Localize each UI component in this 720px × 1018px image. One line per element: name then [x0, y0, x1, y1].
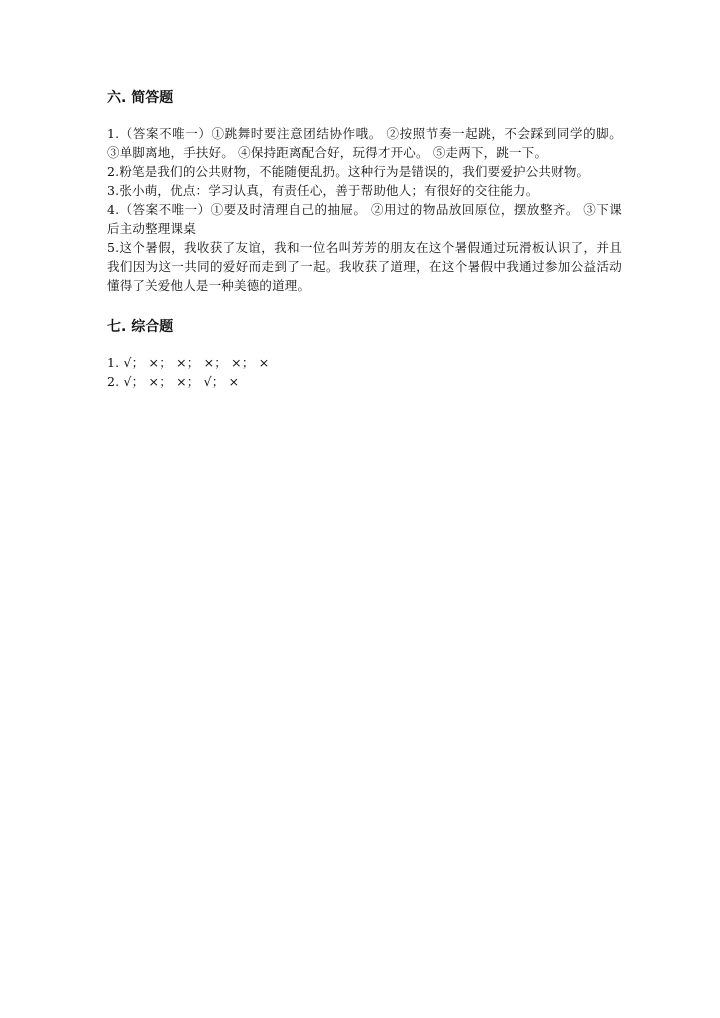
answer-item-4: 4.（答案不唯一）①要及时清理自己的抽屉。 ②用过的物品放回原位，摆放整齐。 ③下课后主动整理课桌: [107, 202, 622, 236]
comprehensive-item-1: 1. √； ×； ×； ×； ×； ×: [107, 355, 270, 370]
section-comprehensive: [107, 317, 622, 391]
section-title-short-answer: 六. 简答题: [107, 90, 174, 106]
answer-item-1: 1.（答案不唯一）①跳舞时要注意团结协作哦。 ②按照节奏一起跳，不会踩到同学的脚。 ③单脚离地，手扶好。 ④保持距离配合好，玩得才开心。 ⑤走两下，跳一下。: [107, 126, 622, 160]
section-title-comprehensive: 七. 综合题: [107, 319, 174, 335]
section-short-answer: [107, 88, 622, 295]
answer-item-3: 3.张小萌，优点：学习认真，有责任心，善于帮助他人；有很好的交往能力。: [107, 183, 539, 198]
short-answer-list: [107, 124, 622, 295]
comprehensive-list: [107, 353, 622, 391]
answer-content: [107, 88, 622, 391]
answer-item-5: 5.这个暑假，我收获了友谊，我和一位名叫芳芳的朋友在这个暑假通过玩滑板认识了，并且我们因为这一共同的爱好而走到了一起。我收获了道理，在这个暑假中我通过参加公益活动懂得了关爱他人是一种美德的道理。: [107, 240, 622, 293]
comprehensive-item-2: 2. √； ×； ×； √； ×: [107, 374, 240, 389]
answer-item-2: 2.粉笔是我们的公共财物，不能随便乱扔。这种行为是错误的，我们要爱护公共财物。: [107, 164, 590, 179]
